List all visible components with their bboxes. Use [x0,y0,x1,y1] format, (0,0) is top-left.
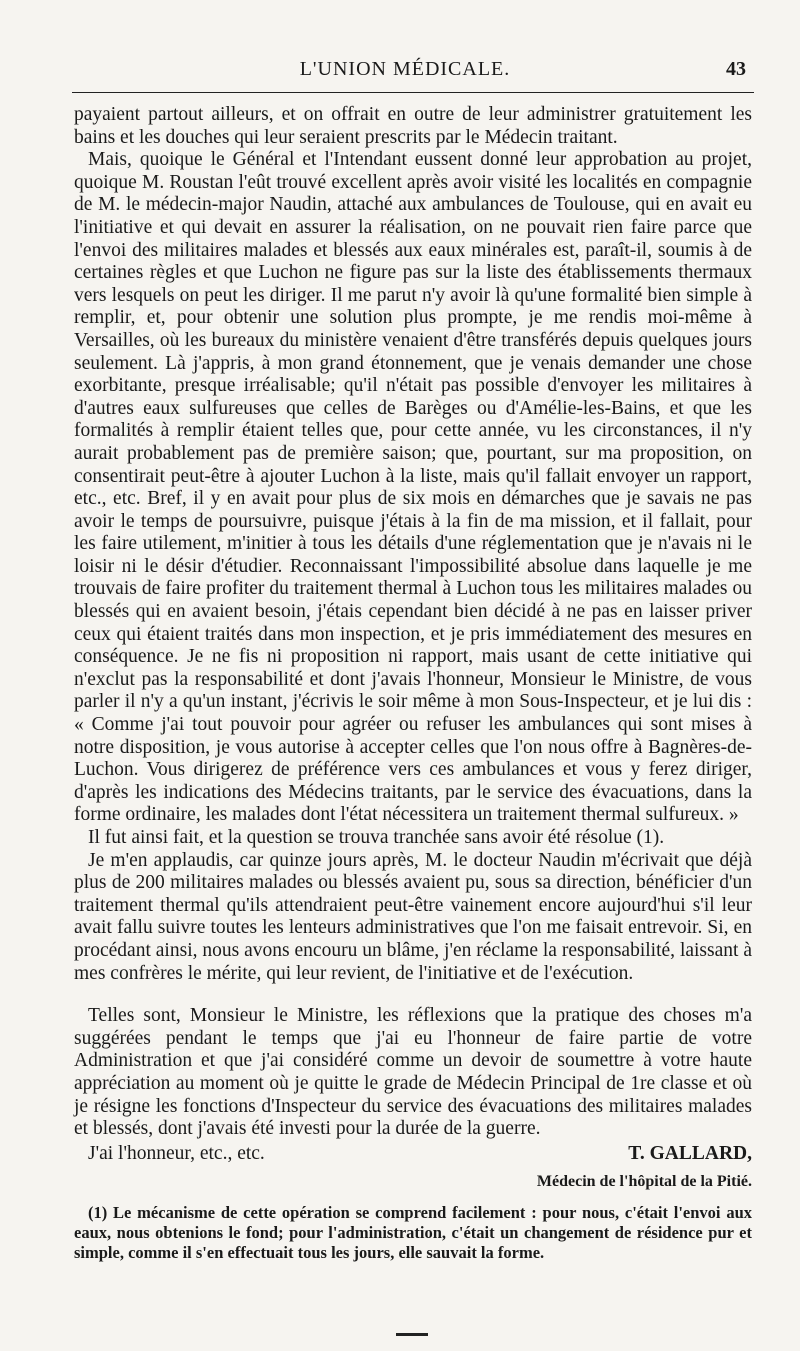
paragraph-resolution: Il fut ainsi fait, et la question se trouva tranchée sans avoir été résolue (1). [88,827,665,848]
paragraph-conclusion: Telles sont, Monsieur le Ministre, les réflexions que la pratique des choses m'a suggérées pendant le temps que j'ai eu l'honneur de faire partie de votre Administration et que j'ai considéré comme un devoir de soumettre à votre haute appréciation au moment où je quitte le grade de Médecin Principal de 1re classe et où je résigne les fonctions d'Inspecteur du service des évacuations des militaires malades et blessés, dont j'avais été investi pour la durée de la guerre. [74,1005,752,1140]
page-number: 43 [726,58,746,80]
signature-line [74,1143,752,1169]
running-header [60,58,750,92]
closing-formula: J'ai l'honneur, etc., etc. [88,1142,265,1164]
paragraph-continuation: payaient partout ailleurs, et on offrait en outre de leur administrer gratuitement les bains et les douches qui leur seraient prescrits par le Médecin traitant. [74,104,752,148]
header-rule [72,92,754,93]
body-text [74,104,752,1263]
paragraph-main: Mais, quoique le Général et l'Intendant eussent donné leur approbation au projet, quoique M. Roustan l'eût trouvé excellent après avoir visité les localités en compagnie de M. le médecin-major Naudin, attaché aux ambulances de Toulouse, qui en avait eu l'initiative et qui devait en assurer la réalisation, on ne pouvait rien faire parce que l'envoi des militaires malades et blessés aux eaux minérales est, paraît-il, soumis à de certaines règles et que Luchon ne figure pas sur la liste des établissements thermaux vers lesquels on peut les diriger. Il me parut n'y avoir là qu'une formalité bien simple à remplir, et, pour obtenir une solution plus prompte, je me rendis moi-même à Versailles, où les bureaux du ministère venaient d'être transférés depuis quelques jours seulement. Là j'appris, à mon grand étonnement, que je venais demander une chose exorbitante, presque irréalisable; qu'il n'était pas possible d'envoyer les militaires à d'autres eaux sulfureuses que celles de Barèges ou d'Amélie-les-Bains, et que les formalités à remplir étaient telles que, pour cette année, vu les circonstances, il n'y aurait probablement pas de première saison; que, pourtant, sur ma proposition, on consentirait peut-être à ajouter Luchon à la liste, mais qu'il fallait envoyer un rapport, etc., etc. Bref, il y en avait pour plus de six mois en démarches que je savais ne pas avoir le temps de poursuivre, puisque j'étais à la fin de ma mission, et il fallait, pour les faire utilement, m'initier à tous les détails d'une réglementation que je n'avais ni le loisir ni le désir d'étudier. Reconnaissant l'impossibilité absolue dans laquelle je me trouvais de faire profiter du traitement thermal à Luchon tous les militaires malades ou blessés qui en avaient besoin, j'étais cependant bien décidé à ne pas en laisser priver ceux qui étaient traités dans mon inspection, et je pris immédiatement des mesures en conséquence. Je ne fis ni proposition ni rapport, mais usant de cette initiative qui n'exclut pas la responsabilité et dont j'avais l'honneur, Monsieur le Ministre, de vous parler il n'y a qu'un instant, j'écrivis le soir même à mon Sous-Inspecteur, et je lui dis : « Comme j'ai tout pouvoir pour agréer ou refuser les ambulances qui sont mises à notre disposition, je vous autorise à accepter celles que l'on nous offre à Bagnères-de-Luchon. Vous dirigerez de préférence vers ces ambulances et vous y ferez diriger, d'après les indications des Médecins traitants, par le service des évacuations, dans la forme ordinaire, les malades dont l'état nécessitera un traitement thermal sulfureux. » [74,149,752,826]
signature: T. GALLARD, [628,1142,752,1164]
journal-title: L'UNION MÉDICALE. [299,58,511,80]
signatory-affiliation: Médecin de l'hôpital de la Pitié. [536,1172,752,1190]
paragraph-naudin: Je m'en applaudis, car quinze jours après, M. le docteur Naudin m'écrivait que déjà plus de 200 militaires malades ou blessés avaient pu, sous sa direction, bénéficier d'un traitement thermal qu'ils attendraient peut-être vainement encore aujourd'hui s'il leur avait fallu suivre toutes les lenteurs administratives que l'on me faisait entrevoir. Si, en procédant ainsi, nous avons encouru un blâme, j'en réclame la responsabilité, laissant à mes confrères le mérite, qui leur revient, de l'initiative et de l'exécution. [74,849,752,984]
footnote [74,1203,752,1263]
footnote-text: (1) Le mécanisme de cette opération se comprend facilement : pour nous, c'était l'envoi aux eaux, nous obtenions le fond; pour l'administration, c'était un changement de résidence pur et simple, comme il s'en effectuait tous les jours, elle sauvait la forme. [74,1202,752,1262]
end-rule [396,1333,428,1336]
